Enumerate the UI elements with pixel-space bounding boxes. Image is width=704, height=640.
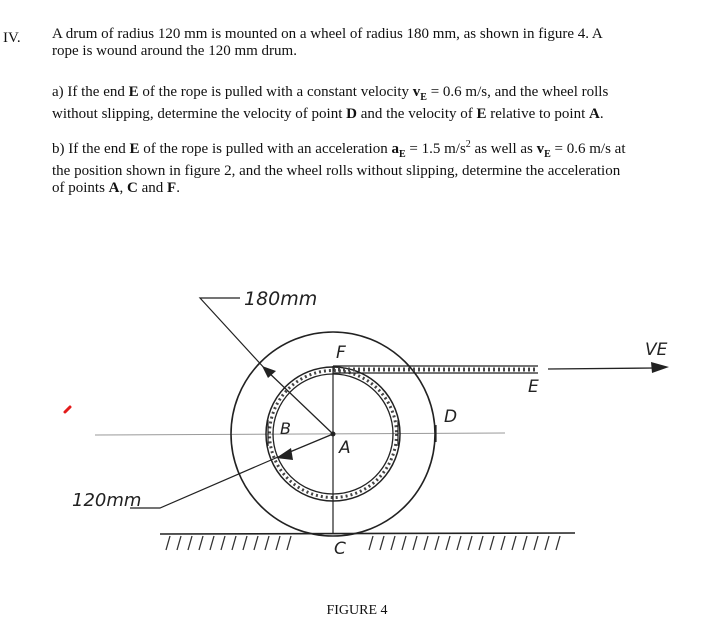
text: and	[137, 180, 168, 196]
leader-120	[130, 454, 285, 508]
red-mark	[65, 407, 70, 412]
text: of the rope is pulled with an acceleration	[139, 141, 392, 157]
text: as well as	[470, 141, 537, 157]
figure-caption-text: FIGURE 4	[326, 603, 388, 618]
velocity-arrowhead	[651, 362, 669, 373]
question-number: IV.	[3, 30, 21, 46]
velocity-line	[548, 368, 655, 369]
subscript-e: E	[544, 149, 551, 160]
bold-c: C	[127, 180, 138, 196]
text: = 1.5 m/s	[405, 141, 466, 157]
symbol-v: v	[536, 141, 545, 157]
bold-a: A	[108, 180, 120, 196]
text: of points	[52, 180, 109, 196]
text: .	[599, 106, 604, 122]
subscript-e: E	[398, 149, 406, 160]
label-c: C	[334, 539, 346, 559]
label-ve: VE	[645, 340, 668, 360]
label-a: A	[339, 438, 351, 458]
bold-e: E	[476, 106, 487, 122]
text: the position shown in figure 2, and the wheel rolls without slipping, determine the acceleration	[52, 163, 621, 179]
text: = 0.6 m/s at	[550, 141, 626, 157]
bold-e: E	[129, 141, 140, 157]
text: ,	[119, 180, 128, 196]
bold-e: E	[128, 84, 139, 100]
text: b) If the end	[52, 141, 130, 157]
intro-line-1: A drum of radius 120 mm is mounted on a wheel of radius 180 mm, as shown in figure 4. A	[52, 26, 603, 42]
bold-a: A	[589, 106, 600, 122]
symbol-a: a	[391, 141, 399, 157]
bold-f: F	[167, 180, 177, 196]
figure-caption	[0, 603, 704, 619]
center-point-a	[331, 432, 336, 437]
ground-line	[160, 533, 575, 534]
text: of the rope is pulled with a constant velocity	[138, 84, 413, 100]
text: and the velocity of	[356, 106, 477, 122]
intro-line-2: rope is wound around the 120 mm drum.	[52, 43, 297, 59]
text: relative to point	[486, 106, 590, 122]
label-f: F	[336, 343, 346, 363]
label-e: E	[528, 377, 539, 397]
text: .	[176, 180, 180, 196]
label-b: B	[280, 419, 291, 438]
subscript-e: E	[420, 92, 427, 103]
label-180mm: 180mm	[244, 288, 318, 310]
radius-180-line	[266, 370, 333, 434]
symbol-v: v	[412, 84, 421, 100]
superscript-2: 2	[465, 139, 471, 150]
label-120mm: 120mm	[72, 490, 142, 511]
ground-hatching	[166, 536, 560, 550]
center-line	[95, 433, 505, 435]
text: a) If the end	[52, 84, 129, 100]
text: = 0.6 m/s, and the wheel rolls	[426, 84, 609, 100]
radius-120-line	[285, 434, 333, 454]
label-d: D	[444, 407, 458, 427]
bold-d: D	[346, 106, 357, 122]
text: without slipping, determine the velocity of point	[52, 106, 347, 122]
